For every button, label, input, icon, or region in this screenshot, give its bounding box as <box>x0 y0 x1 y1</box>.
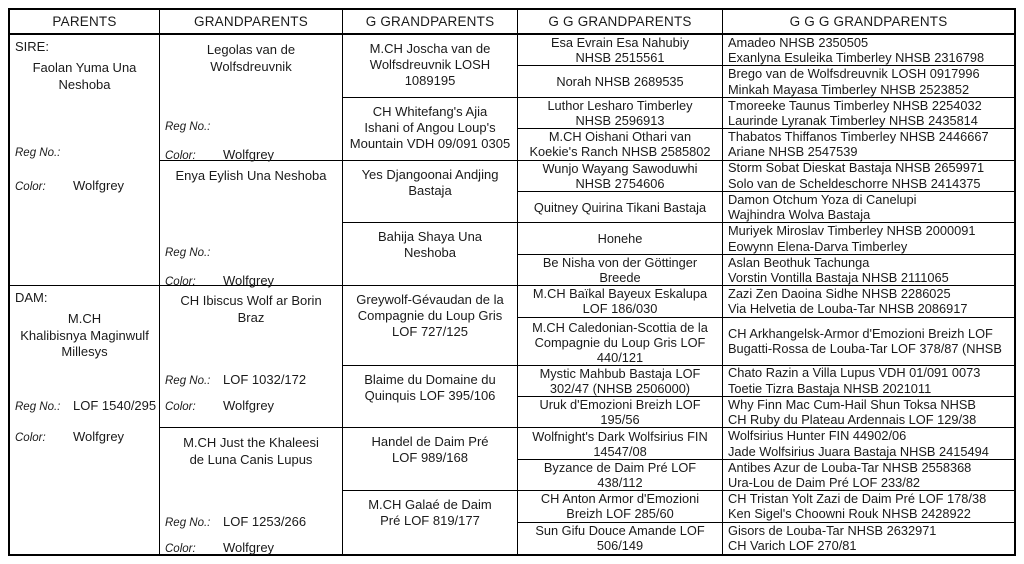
great-great-grandparent-name-line: 440/121 <box>596 349 644 365</box>
great-grandparent-name-line: 1089195 <box>404 73 456 88</box>
ggg-grandparent-cell <box>723 223 1014 254</box>
great-great-grandparent-cell <box>518 286 723 317</box>
sire-cell <box>10 35 160 286</box>
great-great-grandparent-name-line: Sun Gifu Douce Amande LOF <box>535 523 705 539</box>
ggg-grandparent-name-line: Brego van de Wolfsdreuvnik LOSH 0917996 <box>728 66 980 82</box>
parent-name-line: Faolan Yuma Una <box>32 60 137 75</box>
ggg-grandparent-name-line: Storm Sobat Dieskat Bastaja NHSB 2659971 <box>728 160 985 176</box>
ggg-grandparent-name-line: Vorstin Vontilla Bastaja NHSB 2111065 <box>728 270 949 285</box>
reg-row <box>165 247 340 259</box>
color-value: Wolfgrey <box>73 178 125 193</box>
color-label: Color: <box>15 432 46 445</box>
grandparent-name-line: Wolfsdreuvnik <box>210 58 292 74</box>
ggg-grandparent-name-line: Eowynn Elena-Darva Timberley <box>728 238 908 254</box>
ggg-grandparent-name-line: CH Arkhangelsk-Armor d'Emozioni Breizh LOF <box>728 325 993 341</box>
ggg-grandparent-cell <box>723 161 1014 192</box>
great-grandparent-cell <box>343 161 518 224</box>
ggg-grandparent-name-line: Wajhindra Wolva Bastaja <box>728 207 871 223</box>
ggg-grandparent-cell <box>723 129 1014 160</box>
great-grandparent-name-line: Ishani of Angou Loup's <box>364 119 496 135</box>
ggg-grandparent-name-line: Chato Razin a Villa Lupus VDH 01/091 0073 <box>728 365 981 381</box>
grandparent-cell <box>160 35 343 161</box>
ggg-grandparent-name-line: Exanlyna Esuleika Timberley NHSB 2316798 <box>728 50 985 66</box>
ggg-grandparent-name-line: Thabatos Thiffanos Timberley NHSB 2446667 <box>728 129 989 144</box>
ggg-grandparent-cell <box>723 491 1014 522</box>
great-grandparent-name-line: Bastaja <box>408 182 452 198</box>
great-great-grandparent-cell <box>518 366 723 397</box>
grandparent-cell <box>160 161 343 287</box>
grandparent-name <box>160 293 342 326</box>
great-great-grandparent-name-line: CH Anton Armor d'Emozioni <box>540 491 700 507</box>
reg-value: LOF 1540/295 <box>73 398 157 414</box>
color-label: Color: <box>15 181 46 193</box>
reg-label: Reg No.: <box>15 401 61 414</box>
column-header-ggg-grandparents: G G G GRANDPARENTS <box>723 10 1014 35</box>
grandparent-name-line: Legolas van de <box>206 42 296 57</box>
color-label: Color: <box>165 401 196 414</box>
grandparent-name-line: Braz <box>237 309 265 325</box>
parent-name <box>10 311 159 361</box>
reg-row <box>15 398 157 413</box>
ggg-grandparent-cell <box>723 98 1014 129</box>
great-grandparent-cell <box>343 491 518 554</box>
grandparent-name <box>160 435 342 468</box>
great-great-grandparent-cell <box>518 35 723 66</box>
great-great-grandparent-cell <box>518 66 723 97</box>
grandparent-cell <box>160 428 343 554</box>
great-grandparent-name-line: Pré LOF 819/177 <box>380 513 480 529</box>
color-value: Wolfgrey <box>73 429 125 445</box>
reg-row <box>15 147 157 159</box>
ggg-grandparent-cell <box>723 66 1014 97</box>
reg-row <box>165 121 340 133</box>
ggg-grandparent-name-line: Wolfsirius Hunter FIN 44902/06 <box>728 428 907 444</box>
ggg-grandparent-name-line: Muriyek Miroslav Timberley NHSB 2000091 <box>728 223 976 239</box>
column-header-grandparents: GRANDPARENTS <box>160 10 343 35</box>
great-great-grandparent-name-line: Breede <box>599 269 641 285</box>
ggg-grandparent-name-line: Gisors de Louba-Tar NHSB 2632971 <box>728 522 937 538</box>
ggg-grandparent-cell <box>723 397 1014 428</box>
ggg-grandparent-name-line: Ariane NHSB 2547539 <box>728 144 858 160</box>
great-grandparent-name-line: LOF 727/125 <box>392 324 468 340</box>
grandparent-name-line: de Luna Canis Lupus <box>189 451 313 467</box>
great-great-grandparent-name-line: Koekie's Ranch NHSB 2585802 <box>529 144 711 160</box>
great-grandparent-name-line: LOF 989/168 <box>392 450 468 466</box>
ggg-grandparent-cell <box>723 428 1014 459</box>
grandparent-cell <box>160 286 343 428</box>
great-great-grandparent-name-line: Honehe <box>597 231 643 247</box>
reg-label: Reg No.: <box>165 375 211 388</box>
parent-role-label: DAM: <box>15 290 48 306</box>
color-value: Wolfgrey <box>223 398 275 414</box>
ggg-grandparent-cell <box>723 255 1014 286</box>
great-great-grandparent-cell <box>518 161 723 192</box>
great-grandparent-cell <box>343 98 518 161</box>
ggg-grandparent-name-line: Laurinde Lyranak Timberley NHSB 2435814 <box>728 113 978 128</box>
great-grandparent-cell <box>343 223 518 286</box>
ggg-grandparent-name-line: Ura-Lou de Daim Pré LOF 233/82 <box>728 475 921 490</box>
parent-name-line: Neshoba <box>58 76 111 92</box>
great-great-grandparent-name-line: Mystic Mahbub Bastaja LOF <box>539 365 701 381</box>
great-great-grandparent-cell <box>518 491 723 522</box>
great-great-grandparent-name-line: M.CH Caledonian-Scottia de la <box>532 319 708 335</box>
pedigree-table <box>8 8 1016 556</box>
great-grandparent-cell <box>343 366 518 429</box>
color-value: Wolfgrey <box>223 272 275 288</box>
great-great-grandparent-name-line: Luthor Lesharo Timberley <box>547 97 693 113</box>
great-great-grandparent-name-line: 302/47 (NHSB 2506000) <box>549 380 691 396</box>
great-great-grandparent-name-line: Byzance de Daim Pré LOF <box>543 459 697 475</box>
grandparent-name-line: M.CH Just the Khaleesi <box>183 435 319 451</box>
great-great-grandparent-name-line: Compagnie du Loup Gris LOF <box>534 334 706 350</box>
color-value: Wolfgrey <box>223 540 275 556</box>
great-great-grandparent-cell <box>518 318 723 366</box>
ggg-grandparent-cell <box>723 286 1014 317</box>
reg-row <box>165 372 340 387</box>
great-great-grandparent-name-line: NHSB 2515561 <box>575 50 665 66</box>
parent-role-label: SIRE: <box>15 39 49 54</box>
ggg-grandparent-name-line: Toetie Tizra Bastaja NHSB 2021011 <box>728 380 932 396</box>
grandparent-name-line: CH Ibiscus Wolf ar Borin <box>180 293 322 309</box>
great-great-grandparent-cell <box>518 397 723 428</box>
great-grandparent-cell <box>343 428 518 491</box>
great-great-grandparent-cell <box>518 523 723 554</box>
ggg-grandparent-cell <box>723 366 1014 397</box>
color-label: Color: <box>165 150 196 162</box>
reg-row <box>165 514 340 529</box>
parent-name <box>10 60 159 93</box>
reg-value: LOF 1032/172 <box>223 372 307 388</box>
great-grandparent-name-line: Yes Djangoonai Andjing <box>361 166 499 182</box>
great-grandparent-cell <box>343 35 518 98</box>
great-great-grandparent-name-line: M.CH Baïkal Bayeux Eskalupa <box>532 286 708 302</box>
great-great-grandparent-cell <box>518 98 723 129</box>
ggg-grandparent-cell <box>723 460 1014 491</box>
ggg-grandparent-name-line: Via Helvetia de Louba-Tar NHSB 2086917 <box>728 301 968 317</box>
ggg-grandparent-name-line: Antibes Azur de Louba-Tar NHSB 2558368 <box>728 459 972 475</box>
ggg-grandparent-name-line: Bugatti-Rossa de Louba-Tar LOF 378/87 (NHSB <box>728 341 1002 357</box>
reg-label: Reg No.: <box>165 246 211 259</box>
great-grandparent-name-line: Bahija Shaya Una <box>377 229 483 245</box>
ggg-grandparent-name-line: Tmoreeke Taunus Timberley NHSB 2254032 <box>728 97 982 113</box>
great-grandparent-name-line: Blaime du Domaine du <box>364 371 496 387</box>
great-grandparent-name-line: Compagnie du Loup Gris <box>357 308 503 324</box>
parent-name-line: Millesys <box>61 344 108 360</box>
ggg-grandparent-cell <box>723 318 1014 366</box>
color-label: Color: <box>165 543 196 556</box>
ggg-grandparent-name-line: Minkah Mayasa Timberley NHSB 2523852 <box>728 81 970 97</box>
great-great-grandparent-name-line: M.CH Oishani Othari van <box>548 129 692 145</box>
great-great-grandparent-name-line: LOF 186/030 <box>582 301 658 317</box>
parent-name-line: Khalibisnya Maginwulf <box>20 327 149 343</box>
great-grandparent-name-line: Wolfsdreuvnik LOSH <box>369 57 491 72</box>
great-grandparent-name-line: Mountain VDH 09/091 0305 <box>349 135 511 151</box>
color-row <box>15 178 157 193</box>
great-great-grandparent-name-line: Breizh LOF 285/60 <box>566 506 674 522</box>
color-label: Color: <box>165 275 196 288</box>
ggg-grandparent-name-line: Amadeo NHSB 2350505 <box>728 35 869 50</box>
ggg-grandparent-cell <box>723 192 1014 223</box>
great-grandparent-name-line: Greywolf-Gévaudan de la <box>356 292 504 308</box>
great-great-grandparent-name-line: Norah NHSB 2689535 <box>556 74 684 90</box>
great-grandparent-name-line: Neshoba <box>403 245 457 261</box>
great-great-grandparent-name-line: NHSB 2596913 <box>575 112 665 128</box>
great-great-grandparent-name-line: NHSB 2754606 <box>575 175 665 191</box>
great-great-grandparent-name-line: 14547/08 <box>593 443 647 459</box>
ggg-grandparent-cell <box>723 35 1014 66</box>
great-great-grandparent-cell <box>518 192 723 223</box>
great-grandparent-name-line: Quinquis LOF 395/106 <box>364 387 496 403</box>
great-great-grandparent-name-line: Quitney Quirina Tikani Bastaja <box>533 199 707 215</box>
ggg-grandparent-name-line: CH Ruby du Plateau Ardennais LOF 129/38 <box>728 412 977 428</box>
reg-label: Reg No.: <box>165 121 211 133</box>
ggg-grandparent-name-line: Solo van de Scheldeschorre NHSB 2414375 <box>728 175 981 191</box>
great-great-grandparent-name-line: 438/112 <box>597 474 643 490</box>
dam-cell <box>10 286 160 554</box>
great-great-grandparent-name-line: 506/149 <box>596 538 644 554</box>
ggg-grandparent-name-line: Jade Wolfsirius Juara Bastaja NHSB 2415494 <box>728 443 989 459</box>
great-great-grandparent-cell <box>518 255 723 286</box>
grandparent-name-line: Enya Eylish Una Neshoba <box>175 167 327 183</box>
ggg-grandparent-name-line: CH Tristan Yolt Zazi de Daim Pré LOF 178/38 <box>728 491 987 506</box>
great-grandparent-name-line: Handel de Daim Pré <box>371 434 489 450</box>
reg-label: Reg No.: <box>165 517 211 530</box>
great-grandparent-cell <box>343 286 518 365</box>
ggg-grandparent-cell <box>723 523 1014 554</box>
column-header-gg-grandparents: G G GRANDPARENTS <box>518 10 723 35</box>
ggg-grandparent-name-line: Zazi Zen Daoina Sidhe NHSB 2286025 <box>728 286 951 301</box>
color-value: Wolfgrey <box>223 147 275 162</box>
great-great-grandparent-name-line: Wunjo Wayang Sawoduwhi <box>542 160 698 176</box>
reg-value: LOF 1253/266 <box>223 514 307 530</box>
great-grandparent-name-line: M.CH Joscha van de <box>369 41 491 56</box>
ggg-grandparent-name-line: Ken Sigel's Choowni Rouk NHSB 2428922 <box>728 506 971 522</box>
column-header-g-grandparents: G GRANDPARENTS <box>343 10 518 35</box>
great-grandparent-name-line: M.CH Galaé de Daim <box>368 497 492 513</box>
great-great-grandparent-cell <box>518 460 723 491</box>
ggg-grandparent-name-line: CH Varich LOF 270/81 <box>728 538 857 554</box>
great-grandparent-name-line: CH Whitefang's Ajia <box>372 103 488 119</box>
parent-name-line: M.CH <box>67 311 102 327</box>
ggg-grandparent-name-line: Why Finn Mac Cum-Hail Shun Toksa NHSB <box>728 396 976 412</box>
great-great-grandparent-name-line: 195/56 <box>600 412 640 428</box>
column-header-parents: PARENTS <box>10 10 160 35</box>
reg-label: Reg No.: <box>15 147 61 159</box>
great-great-grandparent-name-line: Wolfnight's Dark Wolfsirius FIN <box>532 428 708 444</box>
ggg-grandparent-name-line: Damon Otchum Yoza di Canelupi <box>728 191 917 207</box>
color-row <box>165 398 340 413</box>
great-great-grandparent-cell <box>518 428 723 459</box>
great-great-grandparent-cell <box>518 129 723 160</box>
color-row <box>165 540 340 555</box>
grandparent-name <box>160 42 342 75</box>
great-great-grandparent-name-line: Be Nisha von der Göttinger <box>542 254 698 270</box>
great-great-grandparent-cell <box>518 223 723 254</box>
grandparent-name <box>160 168 342 185</box>
great-great-grandparent-name-line: Esa Evrain Esa Nahubiy <box>551 35 689 51</box>
great-great-grandparent-name-line: Uruk d'Emozioni Breizh LOF <box>539 397 701 413</box>
ggg-grandparent-name-line: Aslan Beothuk Tachunga <box>728 254 870 270</box>
color-row <box>15 429 157 444</box>
